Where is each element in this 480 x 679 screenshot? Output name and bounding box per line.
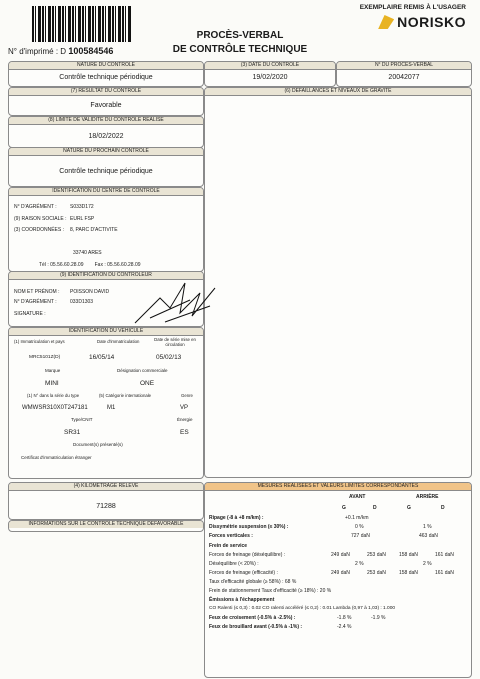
limite-title: (8) LIMITE DE VALIDITÉ DU CONTRÔLE RÉALISÉ bbox=[9, 117, 203, 125]
mesure-value: 253 daN bbox=[367, 552, 386, 558]
mesure-value: 249 daN bbox=[331, 552, 350, 558]
mesure-value: 0 % bbox=[355, 524, 364, 530]
vehicule-title: IDENTIFICATION DU VÉHICULE bbox=[9, 328, 203, 336]
num-pv-value: 20042077 bbox=[388, 74, 420, 81]
doc-title-line2: DE CONTRÔLE TECHNIQUE bbox=[172, 44, 308, 55]
imprime-value: 100584546 bbox=[68, 46, 114, 56]
vehicule-date-serie: 05/02/13 bbox=[156, 354, 182, 361]
centre-fax-label: Fax : bbox=[94, 262, 106, 268]
date-controle-value: 19/02/2020 bbox=[252, 74, 288, 81]
centre-ville: 33740 ARES bbox=[73, 250, 102, 256]
centre-tel: 05.56.60.28.09 bbox=[50, 262, 84, 268]
num-pv-box bbox=[336, 61, 472, 87]
vehicule-categorie-label: (5) Catégorie internationale bbox=[99, 393, 152, 398]
defaillances-box bbox=[204, 87, 472, 478]
mesure-label: Émissions à l'échappement bbox=[209, 597, 275, 603]
mesure-value: -1.8 % bbox=[337, 615, 352, 621]
centre-agrement-row bbox=[14, 204, 94, 210]
norisko-logo-icon bbox=[378, 15, 394, 29]
controleur-nom-row bbox=[14, 289, 110, 295]
vehicule-type-label: Type/CNIT bbox=[71, 417, 93, 422]
mesure-value: 2 % bbox=[355, 561, 364, 567]
informations-box bbox=[8, 520, 204, 532]
mesures-title: MESURES RÉALISÉES ET VALEURS LIMITES CORRESPONDANTES bbox=[205, 483, 471, 491]
controleur-title: (9) IDENTIFICATION DU CONTRÔLEUR bbox=[9, 272, 203, 280]
prochain-value: Contrôle technique périodique bbox=[59, 168, 153, 175]
vehicule-date-immat-label: Date d'immatriculation bbox=[97, 339, 140, 344]
mesure-value: +0.1 m/km bbox=[345, 515, 369, 521]
mesure-label: Taux d'efficacité globale (≥ 58%) : 68 % bbox=[209, 579, 297, 585]
resultat-value: Favorable bbox=[90, 102, 122, 109]
vehicule-genre: VP bbox=[180, 405, 189, 411]
centre-raison-label: (9) RAISON SOCIALE : bbox=[14, 216, 67, 222]
mesure-label: Feux de brouillard avant (-0.5% à -1%) : bbox=[209, 624, 303, 630]
imprime-label: N° d'imprimé : D bbox=[8, 47, 67, 56]
vehicule-immat: MRC5101Z(D) bbox=[29, 355, 61, 360]
resultat-box bbox=[8, 87, 204, 116]
vehicule-marque-label: Marque bbox=[45, 368, 61, 373]
centre-tel-row bbox=[39, 262, 141, 268]
kilometrage-value: 71288 bbox=[96, 503, 116, 510]
vehicule-energie-label: Énergie bbox=[177, 417, 193, 422]
num-pv-title: N° DU PROCÈS-VERBAL bbox=[337, 62, 471, 70]
centre-coord: 8, PARC D'ACTIVITE bbox=[70, 227, 118, 233]
brand-logo bbox=[378, 14, 466, 30]
date-controle-box bbox=[204, 61, 336, 87]
controleur-agrement: 033D1303 bbox=[70, 299, 94, 305]
centre-box bbox=[8, 187, 204, 272]
vehicule-documents: Certificat d'immatriculation étranger bbox=[21, 455, 92, 460]
vehicule-date-serie-label: Date de série mise en circulation bbox=[154, 337, 196, 347]
mesure-value: 463 daN bbox=[419, 533, 438, 539]
mesure-label: Dissymétrie suspension (≤ 30%) : bbox=[209, 524, 289, 530]
mesure-label: Déséquilibre (< 20%) : bbox=[209, 561, 259, 567]
limite-value: 18/02/2022 bbox=[88, 133, 124, 140]
mesure-value: 727 daN bbox=[351, 533, 370, 539]
prochain-title: NATURE DU PROCHAIN CONTRÔLE bbox=[9, 148, 203, 156]
vehicule-genre-label: Genre bbox=[181, 393, 193, 398]
mesure-label: CO Ralenti (≤ 0,3) : 0.02 CO ralenti accéléré (≤ 0,2) : 0.01 Lambda (0,97 à 1,03) : 1.000 bbox=[209, 606, 396, 611]
controleur-signature-label: SIGNATURE : bbox=[14, 311, 46, 317]
mesure-label: Frein de stationnement Taux d'efficacité (≥ 18%) : 20 % bbox=[209, 588, 332, 594]
mesure-label: Ripage (-8 à +8 m/km) : bbox=[209, 515, 264, 521]
vehicule-serie-label: (1) N° dans la série du type bbox=[27, 393, 80, 398]
mesures-g-avant: G bbox=[342, 505, 346, 511]
mesure-label: Forces verticales : bbox=[209, 533, 253, 539]
mesure-label: Frein de service bbox=[209, 543, 248, 549]
vehicule-serie: WMWSR310X0T247181 bbox=[22, 405, 88, 411]
vehicule-marque: MINI bbox=[45, 380, 59, 387]
mesure-label: Feux de croisement (-0.5% à -2.5%) : bbox=[209, 615, 296, 621]
vehicule-energie: ES bbox=[180, 429, 189, 436]
mesure-value: 158 daN bbox=[399, 570, 418, 576]
controleur-agrement-label: N° D'AGRÉMENT : bbox=[14, 299, 57, 305]
vehicule-date-immat: 16/05/14 bbox=[89, 354, 115, 361]
limite-box bbox=[8, 116, 204, 148]
controleur-nom: POISSON DAVID bbox=[70, 289, 110, 295]
mesure-value: 2 % bbox=[423, 561, 432, 567]
centre-raison-row bbox=[14, 216, 95, 222]
imprime-number bbox=[8, 46, 113, 56]
vehicule-type: SR31 bbox=[64, 429, 81, 436]
controleur-nom-label: NOM ET PRÉNOM : bbox=[14, 289, 60, 295]
doc-title-line1: PROCÈS-VERBAL bbox=[196, 30, 284, 41]
centre-agrement-label: N° D'AGRÉMENT : bbox=[14, 204, 57, 210]
informations-title: INFORMATIONS SUR LE CONTRÔLE TECHNIQUE DÉFAVORABLE bbox=[9, 521, 203, 528]
exemplaire-label: EXEMPLAIRE REMIS À L'USAGER bbox=[359, 4, 466, 11]
controleur-agrement-row bbox=[14, 299, 94, 305]
mesures-arriere-label: ARRIÈRE bbox=[416, 494, 439, 500]
centre-raison: EURL FSP bbox=[70, 216, 95, 222]
mesure-label: Forces de freinage (efficacité) : bbox=[209, 570, 278, 576]
mesure-value: 158 daN bbox=[399, 552, 418, 558]
kilometrage-title: (4) KILOMÉTRAGE RELEVÉ bbox=[9, 483, 203, 491]
centre-coord-label: (3) COORDONNÉES : bbox=[14, 227, 65, 233]
vehicule-immat-label: (1) Immatriculation et pays bbox=[14, 339, 65, 344]
kilometrage-box bbox=[8, 482, 204, 520]
mesure-value: 253 daN bbox=[367, 570, 386, 576]
vehicule-designation: ONE bbox=[140, 380, 155, 387]
mesure-value: 249 daN bbox=[331, 570, 350, 576]
mesure-value: 161 daN bbox=[435, 570, 454, 576]
mesure-value: 161 daN bbox=[435, 552, 454, 558]
mesure-label: Forces de freinage (déséquilibre) : bbox=[209, 552, 286, 558]
mesures-d-avant: D bbox=[373, 505, 377, 511]
mesures-g-arriere: G bbox=[407, 505, 411, 511]
mesure-value: -2.4 % bbox=[337, 624, 352, 630]
resultat-title: (7) RÉSULTAT DU CONTRÔLE bbox=[9, 88, 203, 96]
prochain-box bbox=[8, 147, 204, 187]
centre-title: IDENTIFICATION DU CENTRE DE CONTRÔLE bbox=[9, 188, 203, 196]
vehicule-box bbox=[8, 327, 204, 479]
mesure-value: 1 % bbox=[423, 524, 432, 530]
nature-controle-box bbox=[8, 61, 204, 87]
centre-fax: 05.56.60.28.09 bbox=[107, 262, 141, 268]
vehicule-categorie: M1 bbox=[107, 405, 116, 411]
nature-controle-title: NATURE DU CONTRÔLE bbox=[9, 62, 203, 70]
nature-controle-value: Contrôle technique périodique bbox=[59, 74, 153, 81]
controleur-signature bbox=[130, 278, 220, 328]
brand-name: NORISKO bbox=[397, 14, 466, 30]
centre-coord-row bbox=[14, 227, 118, 233]
mesures-avant-label: AVANT bbox=[349, 494, 366, 500]
mesures-box bbox=[204, 482, 472, 678]
defaillances-title: (6) DÉFAILLANCES ET NIVEAUX DE GRAVITÉ bbox=[205, 88, 471, 96]
vehicule-documents-label: Document(s) présenté(s) bbox=[73, 442, 123, 447]
centre-tel-label: Tél : bbox=[39, 262, 49, 268]
mesure-value: -1.9 % bbox=[371, 615, 386, 621]
mesures-d-arriere: D bbox=[441, 505, 445, 511]
vehicule-designation-label: Désignation commerciale bbox=[117, 368, 168, 373]
date-controle-title: (3) DATE DU CONTRÔLE bbox=[205, 62, 335, 70]
centre-agrement: S033D172 bbox=[70, 204, 94, 210]
